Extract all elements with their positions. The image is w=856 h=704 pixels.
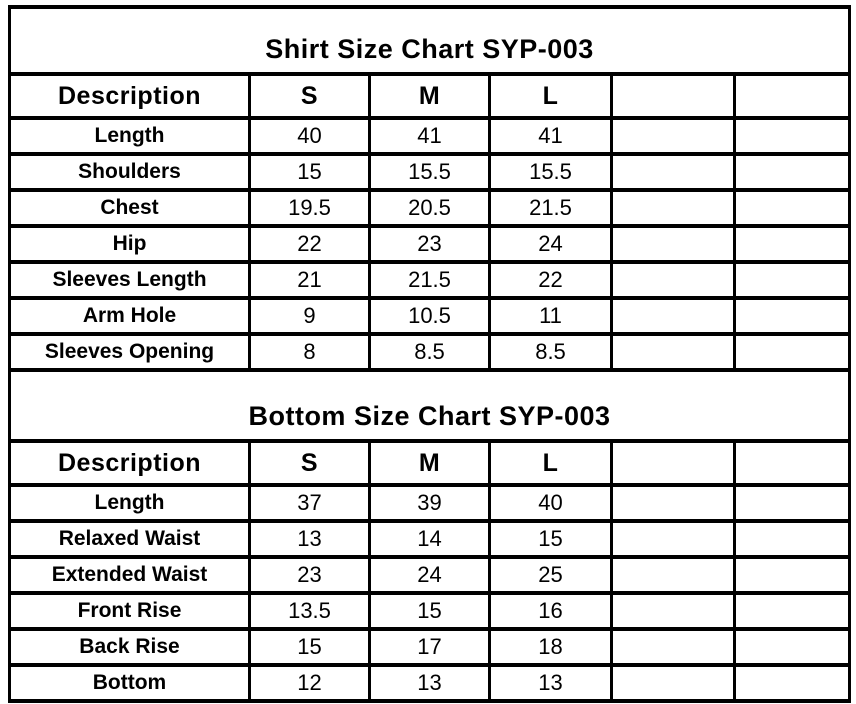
shirt-row-shoulders xyxy=(10,154,850,190)
bottom-header-empty-2 xyxy=(735,441,850,485)
shirt-header-s: S xyxy=(250,74,370,118)
bottom-header-row xyxy=(10,441,850,485)
size-value-l: 15 xyxy=(490,521,612,557)
empty-cell xyxy=(735,154,850,190)
row-label: Hip xyxy=(10,226,250,262)
empty-cell xyxy=(612,190,735,226)
empty-cell xyxy=(612,521,735,557)
size-value-s: 37 xyxy=(250,485,370,521)
size-value-l: 11 xyxy=(490,298,612,334)
bottom-row-bottom xyxy=(10,665,850,701)
size-chart-table xyxy=(8,5,851,703)
shirt-header-empty-1 xyxy=(612,74,735,118)
size-value-s: 40 xyxy=(250,118,370,154)
size-value-m: 13 xyxy=(370,665,490,701)
shirt-chart-title: Shirt Size Chart SYP-003 xyxy=(10,7,850,74)
empty-cell xyxy=(735,629,850,665)
empty-cell xyxy=(612,226,735,262)
row-label: Bottom xyxy=(10,665,250,701)
bottom-row-relaxed-waist xyxy=(10,521,850,557)
size-value-s: 13.5 xyxy=(250,593,370,629)
bottom-header-m: M xyxy=(370,441,490,485)
size-value-l: 16 xyxy=(490,593,612,629)
size-value-m: 20.5 xyxy=(370,190,490,226)
size-value-l: 18 xyxy=(490,629,612,665)
size-value-l: 25 xyxy=(490,557,612,593)
shirt-row-length xyxy=(10,118,850,154)
size-value-m: 17 xyxy=(370,629,490,665)
row-label: Back Rise xyxy=(10,629,250,665)
row-label: Length xyxy=(10,485,250,521)
empty-cell xyxy=(735,298,850,334)
bottom-header-description: Description xyxy=(10,441,250,485)
size-value-l: 22 xyxy=(490,262,612,298)
bottom-row-extended-waist xyxy=(10,557,850,593)
size-value-m: 15.5 xyxy=(370,154,490,190)
size-value-m: 41 xyxy=(370,118,490,154)
size-value-l: 15.5 xyxy=(490,154,612,190)
empty-cell xyxy=(735,262,850,298)
size-value-m: 15 xyxy=(370,593,490,629)
row-label: Chest xyxy=(10,190,250,226)
bottom-row-front-rise xyxy=(10,593,850,629)
bottom-title-row xyxy=(10,370,850,441)
bottom-row-length xyxy=(10,485,850,521)
shirt-header-empty-2 xyxy=(735,74,850,118)
size-value-s: 15 xyxy=(250,154,370,190)
size-value-l: 8.5 xyxy=(490,334,612,370)
shirt-row-arm-hole xyxy=(10,298,850,334)
empty-cell xyxy=(612,485,735,521)
bottom-header-empty-1 xyxy=(612,441,735,485)
shirt-header-l: L xyxy=(490,74,612,118)
empty-cell xyxy=(735,118,850,154)
empty-cell xyxy=(612,629,735,665)
size-value-l: 21.5 xyxy=(490,190,612,226)
empty-cell xyxy=(735,521,850,557)
shirt-row-hip xyxy=(10,226,850,262)
empty-cell xyxy=(612,665,735,701)
shirt-header-m: M xyxy=(370,74,490,118)
row-label: Relaxed Waist xyxy=(10,521,250,557)
row-label: Sleeves Opening xyxy=(10,334,250,370)
row-label: Sleeves Length xyxy=(10,262,250,298)
shirt-row-chest xyxy=(10,190,850,226)
row-label: Front Rise xyxy=(10,593,250,629)
empty-cell xyxy=(735,557,850,593)
shirt-title-row xyxy=(10,7,850,74)
empty-cell xyxy=(612,118,735,154)
size-value-l: 40 xyxy=(490,485,612,521)
bottom-header-l: L xyxy=(490,441,612,485)
size-value-m: 8.5 xyxy=(370,334,490,370)
shirt-header-row xyxy=(10,74,850,118)
size-value-m: 21.5 xyxy=(370,262,490,298)
empty-cell xyxy=(735,334,850,370)
empty-cell xyxy=(612,262,735,298)
size-value-l: 13 xyxy=(490,665,612,701)
empty-cell xyxy=(612,298,735,334)
size-value-s: 9 xyxy=(250,298,370,334)
bottom-row-back-rise xyxy=(10,629,850,665)
empty-cell xyxy=(735,665,850,701)
size-value-m: 10.5 xyxy=(370,298,490,334)
shirt-row-sleeves-length xyxy=(10,262,850,298)
size-value-l: 41 xyxy=(490,118,612,154)
row-label: Arm Hole xyxy=(10,298,250,334)
size-value-m: 23 xyxy=(370,226,490,262)
size-value-s: 23 xyxy=(250,557,370,593)
empty-cell xyxy=(612,154,735,190)
empty-cell xyxy=(735,190,850,226)
size-value-s: 13 xyxy=(250,521,370,557)
shirt-header-description: Description xyxy=(10,74,250,118)
size-value-s: 21 xyxy=(250,262,370,298)
size-value-m: 14 xyxy=(370,521,490,557)
empty-cell xyxy=(612,334,735,370)
size-value-m: 39 xyxy=(370,485,490,521)
size-value-s: 12 xyxy=(250,665,370,701)
size-value-s: 15 xyxy=(250,629,370,665)
empty-cell xyxy=(612,557,735,593)
row-label: Extended Waist xyxy=(10,557,250,593)
size-value-s: 19.5 xyxy=(250,190,370,226)
empty-cell xyxy=(735,593,850,629)
row-label: Shoulders xyxy=(10,154,250,190)
size-value-s: 22 xyxy=(250,226,370,262)
empty-cell xyxy=(612,593,735,629)
empty-cell xyxy=(735,226,850,262)
size-value-s: 8 xyxy=(250,334,370,370)
size-value-l: 24 xyxy=(490,226,612,262)
bottom-header-s: S xyxy=(250,441,370,485)
bottom-chart-title: Bottom Size Chart SYP-003 xyxy=(10,370,850,441)
row-label: Length xyxy=(10,118,250,154)
size-value-m: 24 xyxy=(370,557,490,593)
empty-cell xyxy=(735,485,850,521)
shirt-row-sleeves-opening xyxy=(10,334,850,370)
